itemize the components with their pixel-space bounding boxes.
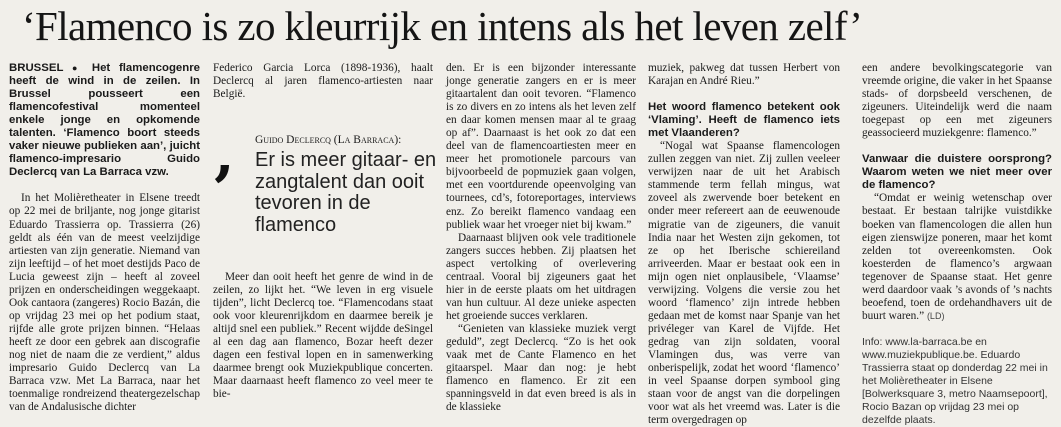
column-4 [648,62,840,427]
body-paragraph: In het Molièretheater in Elsene treedt op 22 mei de briljante, nog jonge gitarist Eduardo Trassierra op. Trassierra (26) geldt als één van de meest veelzijdige artiesten van zijn generatie. Niemand van zijn leeftijd – of het moet destijds Paco de Lucia geweest zijn – heeft al zoveel prijzen en onderscheidingen weggekaapt. Ook cantaora (zangeres) Rocio Bazán, die op vrijdag 23 mei op het podium staat, rijfde alle grote prijzen binnen. “Helaas heeft ze door een gebrek aan discografie nog niet de naam die ze verdient,” aldus impresario Guido Declercq van La Barraca vzw. Met La Barraca, naar het toenmalige rondreizend theatergezelschap van de Andalusische dichter [9,192,200,414]
spacer [862,323,1052,336]
headline: ‘Flamenco is zo kleurrijk en intens als het leven zelf’ [22,3,863,49]
bullet-icon: ● [72,63,84,73]
body-paragraph [862,192,1052,322]
body-paragraph: den. Er is een bijzonder interessante jonge generatie zangers en er is meer gitaartalent dan ooit tevoren. “Flamenco is zo divers en zo intens als het leven zelf en daar komen mensen maar al te graag op af”. Daarnaast is het ook zo dat een deel van de flamencoartiesten meer en meer het promotionele parcours van bijvoorbeeld de popmuziek gaan volgen, met een voortdurende opeenvolging van tournees, cd’s, fotoreportages, interviews enz. Zo bereikt flamenco vandaag een publiek waar het vroeger niet bij kwam.” [446,62,636,231]
dateline: BRUSSEL [9,62,64,74]
body-paragraph: “Nogal wat Spaanse flamencologen zullen zeggen van niet. Zij zullen veeleer verwijzen naar de uit het Arabisch stammende term fellah mingus, wat zoveel als zwervende boer betekent en onder meer refereert aan de eeuwenoude migratie van de zigeuners, die vanuit India naar het Westen zijn gekomen, tot ze op het Iberische schiereiland arriveerden. Maar er bestaat ook een in mijn ogen niet onplausibele, ‘Vlaamse’ verwijzing. Volgens die versie zou het woord ‘flamenco’ zijn intrede hebben gedaan met de komst naar Spanje van het privéleger van Karel de Vijfde. Het gedrag van zijn soldaten, vooral Vlamingen dus, was verre van onberispelijk, zodat het woord ‘flamenco’ in veel Spaanse dorpen symbool ging staan voor de angst van die dorpelingen voor wat als het vreemd was. Later is die term overgedragen op [648,140,840,427]
column-1 [9,62,200,414]
quote-text: Er is meer gitaar- en zangtalent dan ooit tevoren in de flamenco [255,149,437,236]
interview-question: Vanwaar die duistere oorsprong? Waarom weten we niet meer over de flamenco? [862,153,1052,192]
column-5 [862,62,1052,427]
quote-source: Guido Declercq (La Barraca): [255,134,402,146]
body-paragraph: een andere bevolkingscategorie van vreemde origine, die vaker in het Spaanse stads- of dorpsbeeld verschenen, de zigeuners. Uiteindelijk werd die naam toegepast op een met zigeuners geassocieerd muziekgenre: flamenco.” [862,62,1052,140]
column-2 [213,62,433,412]
spacer [648,88,840,101]
body-paragraph: Daarnaast blijven ook vele traditionele zangers succes hebben. Zij plaatsen het aspect vertolking of overlevering centraal. Vooral bij zigeuners gaat het hier in de eerste plaats om het uitdragen van hun cultuur. Al deze unieke aspecten het groeiende succes verklaren. [446,231,636,322]
spacer [862,140,1052,153]
info-box: Info: www.la-barraca.be en www.muziekpublique.be. Eduardo Trassierra staat op donderdag 22 mei in het Molièretheater in Elsene [Bolwerksquare 3, metro Naamsepoort], Rocio Bazan op vrijdag 23 mei op dezelfde plaats. [862,335,1048,426]
body-paragraph: muziek, pakweg dat tussen Herbert von Karajan en André Rieu.” [648,62,840,88]
quote-mark-icon: ‚ [213,116,236,191]
answer-text: “Omdat er weinig wetenschap over bestaat. Er bestaan talrijke vuistdikke boeken van flamencologen die allen hun eigen zienswijze poneren, maar het komt zelden tot overeenkomsten. Ook koesterden de flamenco’s argwaan tegenover de Spaanse staat. Het genre werd daardoor vaak ’s avonds of ’s nachts beoefend, toen de ordehandhavers uit de buurt waren.” [862,192,1052,322]
spacer [9,179,200,192]
column-3 [446,62,636,414]
body-paragraph: Federico Garcia Lorca (1898-1936), haalt Declercq al jaren flamenco-artiesten naar België. [213,62,433,101]
intro-text: Het flamencogenre heeft de wind in de zeilen. In Brussel pousseert een flamencofestival momenteel enkele jonge en opkomende talenten. ‘Flamenco boort steeds vaker nieuwe publieken aan’, juicht flamenco-impresario Guido Declercq van La Barraca vzw. [9,62,200,179]
intro-paragraph [9,62,200,179]
author-signature: (LD) [926,310,945,321]
body-paragraph: Meer dan ooit heeft het genre de wind in de zeilen, zo lijkt het. “We leven in erg visuele tijden”, licht Declercq toe. “Flamencodans staat ook voor kleurenrijkdom en daarmee bereik je altijd snel een publiek.” Recent wijdde deSingel al een dag aan flamenco, Bozar heeft dezer dagen een festival lopen en in samenwerking daarmee brengt ook Muziekpublique concerten. Maar daarnaast heeft flamenco zo veel meer te bie- [213,271,433,401]
interview-question: Het woord flamenco betekent ook ‘Vlaming’. Heeft de flamenco iets met Vlaanderen? [648,101,840,140]
body-paragraph: “Genieten van klassieke muziek vergt geduld”, zegt Declercq. “Zo is het ook vaak met de Cante Flamenco en het gitaarspel. Maar dan nog: je hebt flamenco en flamenco. Er zit een spanningsveld in dat even breed is als in de klassieke [446,322,636,414]
